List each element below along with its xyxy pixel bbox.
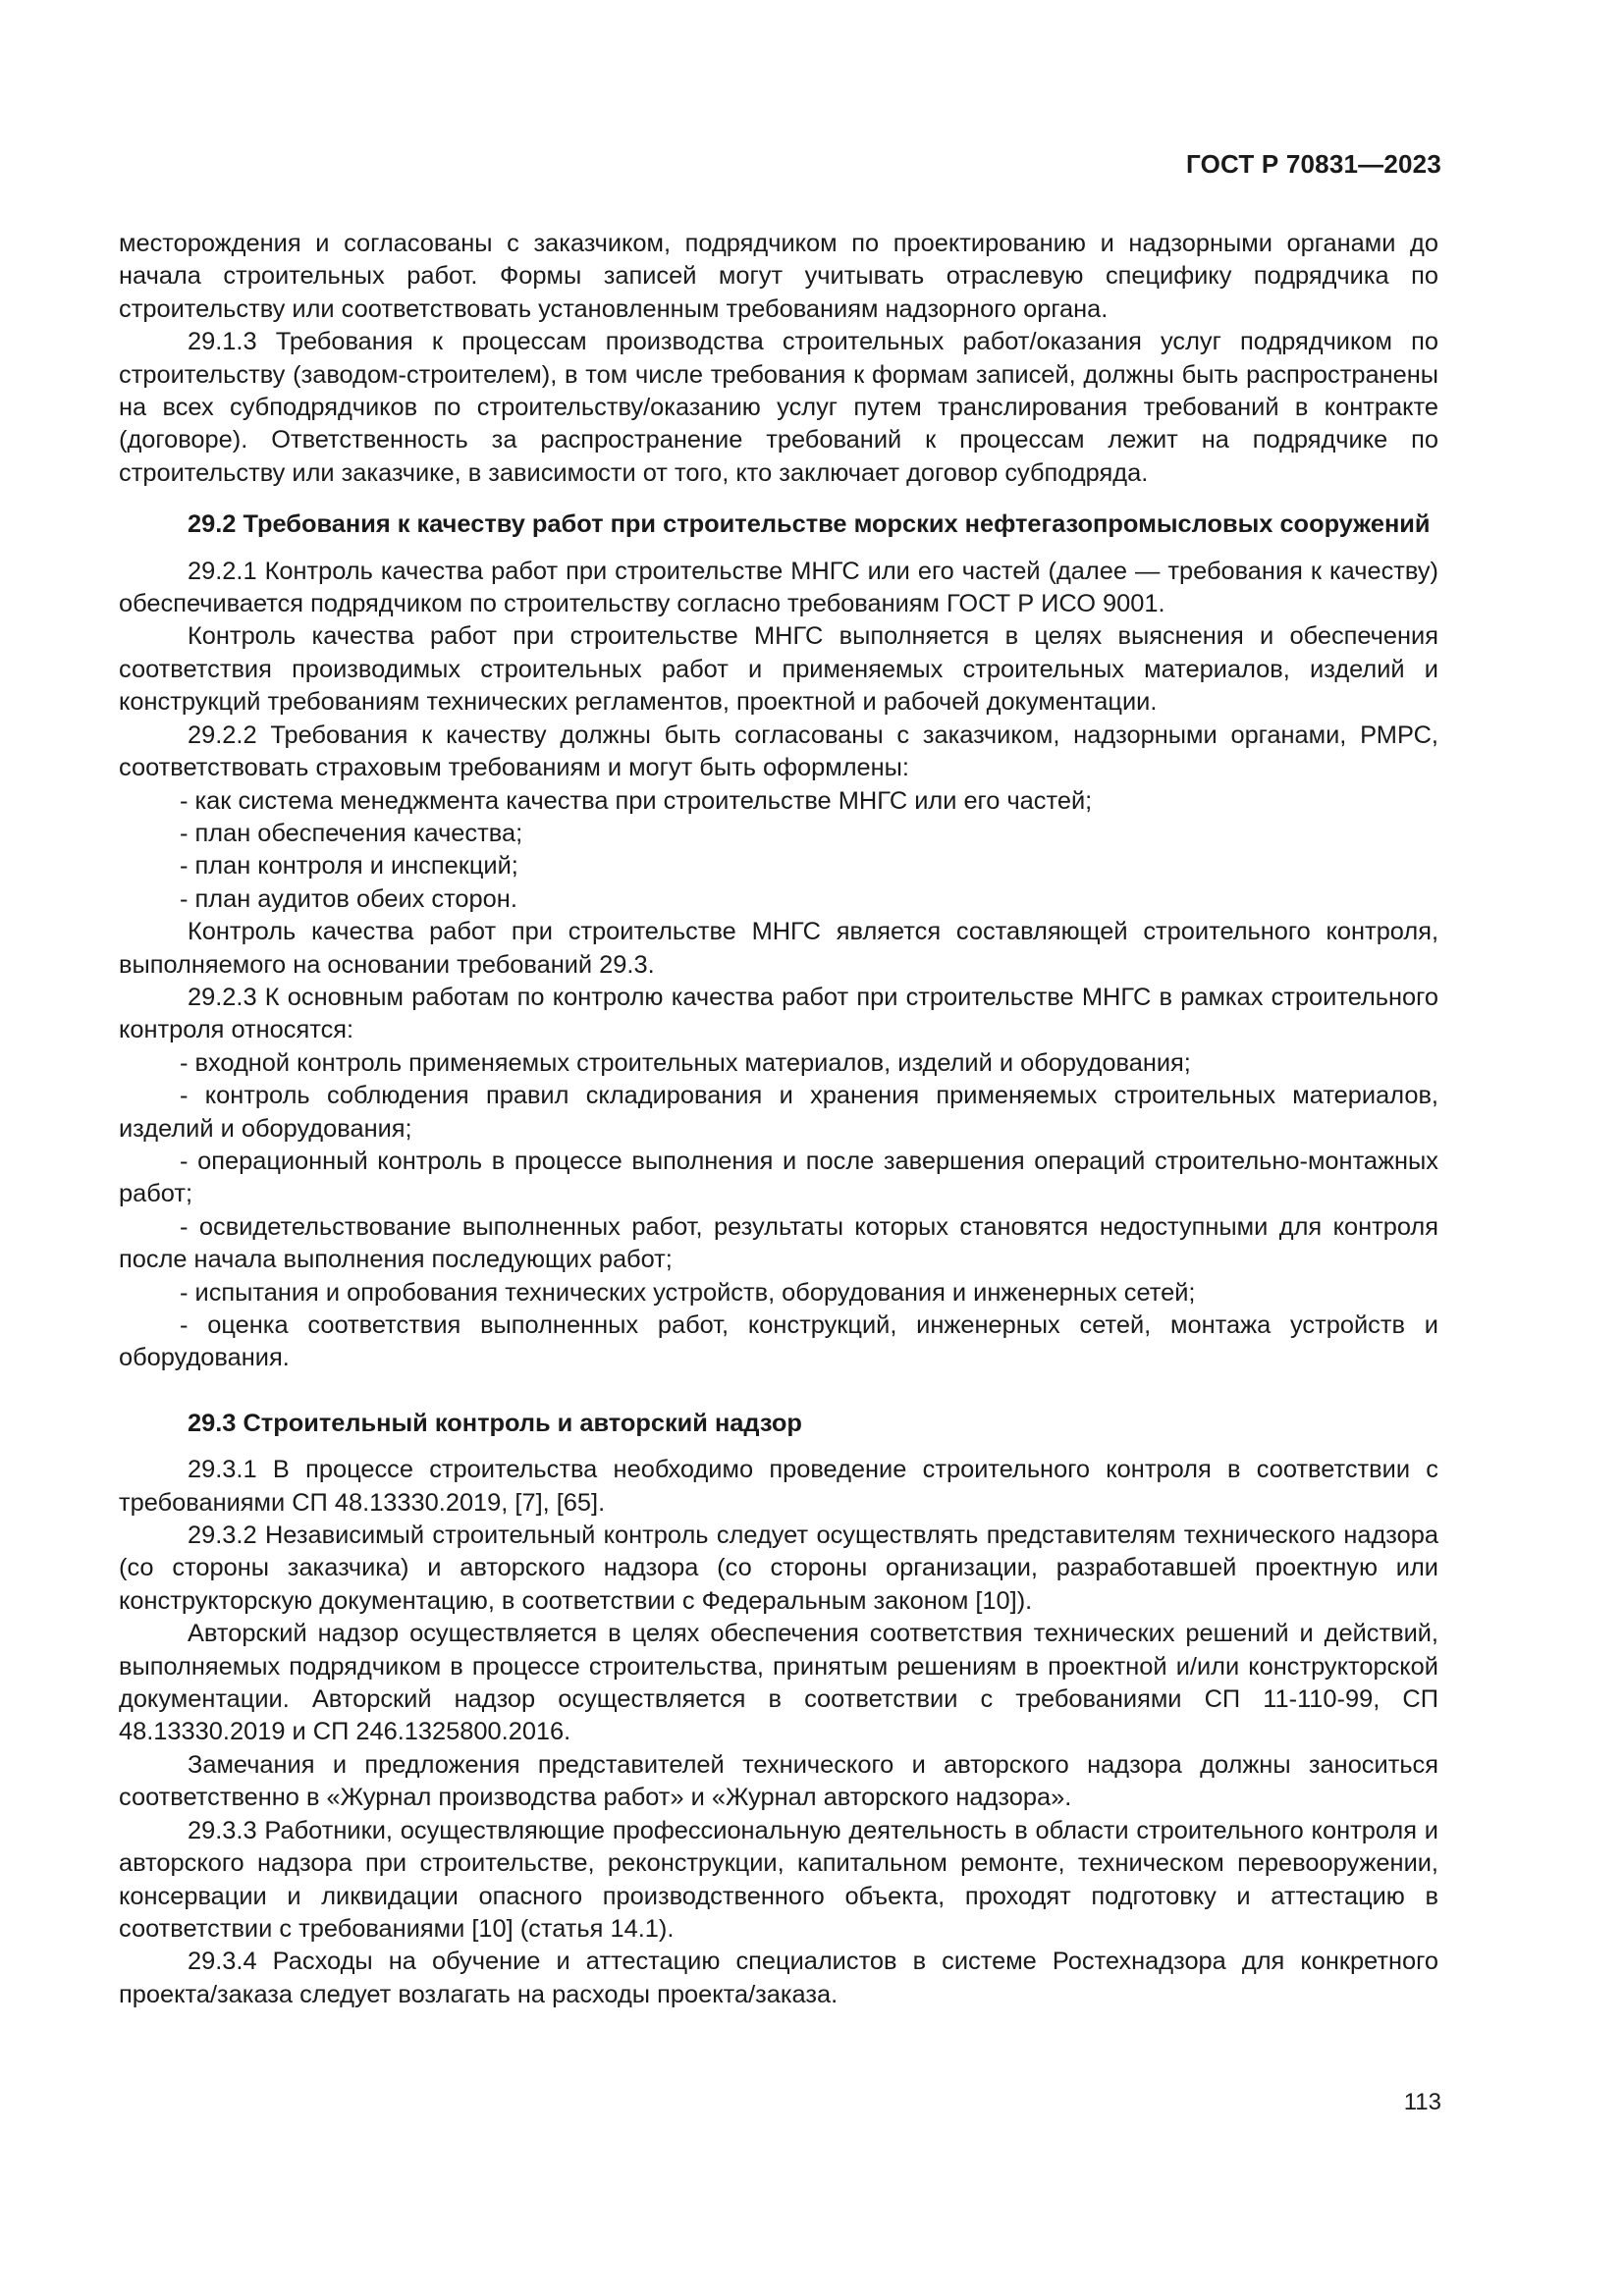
paragraph: 29.3.3 Работники, осуществляющие профессиональную деятельность в области строительного контроля и авторского надзора при строительстве, реконструкции, капитальном ремонте, техническом перевооружении, консервации и ликвидации опасного производственного объекта, проходят подготовку и аттестацию в соответствии с требованиями [10] (статья 14.1).: [119, 1816, 1438, 1943]
list-item: - операционный контроль в процессе выполнения и после завершения операций строительно-монтажных работ;: [119, 1147, 1438, 1208]
paragraph: 29.2.2 Требования к качеству должны быть согласованы с заказчиком, надзорными органами, РМРС, соответствовать страховым требованиям и могут быть оформлены:: [119, 721, 1438, 782]
paragraph: 29.3.4 Расходы на обучение и аттестацию специалистов в системе Ростехнадзора для конкретного проекта/заказа следует возлагать на расходы проекта/заказа.: [119, 1948, 1438, 2008]
paragraph: 29.2.3 К основным работам по контролю качества работ при строительстве МНГС в рамках строительного контроля относятся:: [119, 983, 1438, 1044]
paragraph-continued: месторождения и согласованы с заказчиком, подрядчиком по проектированию и надзорными органами до начала строительных работ. Формы записей могут учитывать отраслевую специфику подрядчика по строительству или соответствовать установленным требованиям надзорного органа.: [119, 230, 1438, 323]
body-text: [119, 228, 1438, 2011]
paragraph: Контроль качества работ при строительстве МНГС является составляющей строительного контроля, выполняемого на основании требований 29.3.: [119, 918, 1438, 979]
paragraph: Авторский надзор осуществляется в целях обеспечения соответствия технических решений и действий, выполняемых подрядчиком в процессе строительства, принятым решениям в проектной и/или конструкторской документации. Авторский надзор осуществляется в соответствии с требованиями СП 11-110-99, СП 48.13330.2019 и СП 246.1325800.2016.: [119, 1620, 1438, 1746]
section-heading: 29.2 Требования к качеству работ при строительстве морских нефтегазопромысловых сооружений: [188, 510, 1431, 539]
list-item: - план обеспечения качества;: [180, 819, 523, 847]
paragraph: Контроль качества работ при строительстве МНГС выполняется в целях выяснения и обеспечения соответствия производимых строительных работ и применяемых строительных материалов, изделий и конструкций требованиям технических регламентов, проектной и рабочей документации.: [119, 622, 1438, 717]
list-item: - освидетельствование выполненных работ, результаты которых становятся недоступными для контроля после начала выполнения последующих работ;: [119, 1212, 1438, 1274]
list-item: - план контроля и инспекций;: [180, 852, 518, 881]
list-item: - испытания и опробования технических устройств, оборудования и инженерных сетей;: [180, 1278, 1196, 1307]
list-item: - план аудитов обеих сторон.: [180, 884, 517, 913]
paragraph: 29.3.1 В процессе строительства необходимо проведение строительного контроля в соответствии с требованиями СП 48.13330.2019, [7], [65].: [119, 1456, 1438, 1517]
list-item: - входной контроль применяемых строительных материалов, изделий и оборудования;: [180, 1048, 1191, 1077]
paragraph: 29.1.3 Требования к процессам производства строительных работ/оказания услуг подрядчиком по строительству (заводом-строителем), в том числе требования к формам записей, должны быть распространены на всех субподрядчиков по строительству/оказанию услуг путем транслирования требований в контракте (договоре). Ответственность за распространение требований к процессам лежит на подрядчике по строительству или заказчике, в зависимости от того, кто заключает договор субподряда.: [119, 328, 1438, 487]
document-id: ГОСТ Р 70831—2023: [1186, 149, 1441, 179]
list-item: - как система менеджмента качества при строительстве МНГС или его частей;: [180, 786, 1093, 815]
paragraph: Замечания и предложения представителей технического и авторского надзора должны заноситься соответственно в «Журнал производства работ» и «Журнал авторского надзора».: [119, 1750, 1438, 1812]
list-item: - контроль соблюдения правил складирования и хранения применяемых строительных материалов, изделий и оборудования;: [119, 1082, 1438, 1143]
paragraph: 29.3.2 Независимый строительный контроль следует осуществлять представителям технического надзора (со стороны заказчика) и авторского надзора (со стороны организации, разработавшей проектную или конструкторскую документацию, в соответствии с Федеральным законом [10]).: [119, 1522, 1438, 1615]
section-heading: 29.3 Строительный контроль и авторский надзор: [188, 1409, 802, 1437]
paragraph: 29.2.1 Контроль качества работ при строительстве МНГС или его частей (далее — требования к качеству) обеспечивается подрядчиком по строительству согласно требованиям ГОСТ Р ИСО 9001.: [119, 557, 1438, 618]
page-number: 113: [1403, 2089, 1441, 2115]
list-item: - оценка соответствия выполненных работ, конструкций, инженерных сетей, монтажа устройств и оборудования.: [119, 1311, 1438, 1372]
